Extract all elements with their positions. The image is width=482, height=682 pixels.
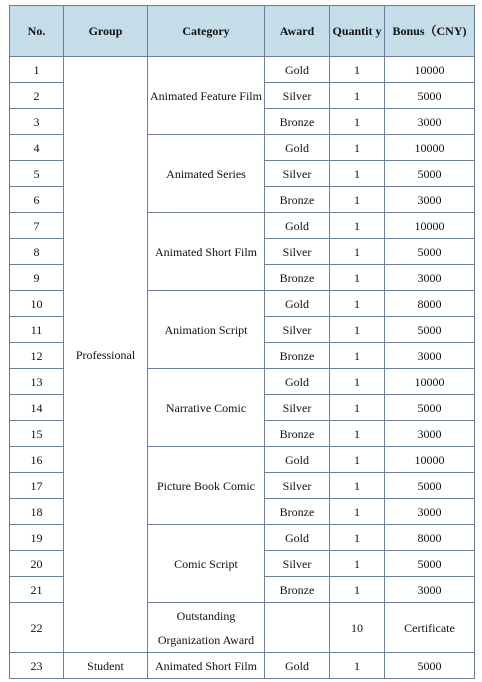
header-quantity-label: Quantit y	[332, 24, 382, 38]
cell-no: 10	[10, 291, 64, 317]
cell-award: Bronze	[265, 421, 330, 447]
cell-bonus: 8000	[385, 291, 475, 317]
cell-award: Silver	[265, 473, 330, 499]
cell-no: 16	[10, 447, 64, 473]
header-quantity	[330, 6, 385, 57]
cell-quantity: 1	[330, 653, 385, 679]
header-row	[10, 6, 475, 57]
table-row	[10, 653, 475, 679]
cell-bonus: 5000	[385, 473, 475, 499]
category-label: Animated Feature Film	[150, 88, 262, 103]
cell-quantity: 1	[330, 421, 385, 447]
cell-quantity: 1	[330, 135, 385, 161]
cell-quantity: 1	[330, 551, 385, 577]
cell-award: Gold	[265, 653, 330, 679]
cell-award: Gold	[265, 213, 330, 239]
cell-quantity: 1	[330, 265, 385, 291]
cell-bonus: 3000	[385, 421, 475, 447]
cell-award: Gold	[265, 369, 330, 395]
header-category: Category	[148, 6, 265, 57]
cell-category	[148, 57, 265, 135]
cell-award: Gold	[265, 57, 330, 83]
cell-quantity: 1	[330, 83, 385, 109]
cell-no: 21	[10, 577, 64, 603]
cell-award: Silver	[265, 239, 330, 265]
cell-quantity: 1	[330, 109, 385, 135]
cell-bonus: 10000	[385, 135, 475, 161]
cell-quantity: 1	[330, 239, 385, 265]
header-award: Award	[265, 6, 330, 57]
cell-bonus: 5000	[385, 317, 475, 343]
cell-bonus: 5000	[385, 395, 475, 421]
cell-bonus: 10000	[385, 447, 475, 473]
cell-award: Silver	[265, 161, 330, 187]
cell-quantity: 1	[330, 499, 385, 525]
cell-award: Bronze	[265, 499, 330, 525]
cell-award	[265, 603, 330, 653]
cell-bonus: 3000	[385, 187, 475, 213]
cell-bonus: 5000	[385, 653, 475, 679]
cell-no: 22	[10, 603, 64, 653]
cell-no: 17	[10, 473, 64, 499]
cell-award: Gold	[265, 291, 330, 317]
cell-award: Bronze	[265, 187, 330, 213]
cell-quantity: 1	[330, 291, 385, 317]
cell-category: Picture Book Comic	[148, 447, 265, 525]
cell-no: 1	[10, 57, 64, 83]
cell-category: Animation Script	[148, 291, 265, 369]
cell-no: 15	[10, 421, 64, 447]
cell-award: Bronze	[265, 343, 330, 369]
cell-no: 3	[10, 109, 64, 135]
cell-no: 5	[10, 161, 64, 187]
cell-category: Animated Short Film	[148, 653, 265, 679]
cell-no: 8	[10, 239, 64, 265]
cell-award: Silver	[265, 395, 330, 421]
cell-award: Bronze	[265, 577, 330, 603]
table-row	[10, 57, 475, 83]
cell-bonus: 3000	[385, 265, 475, 291]
cell-group-student: Student	[64, 653, 148, 679]
cell-bonus: Certificate	[385, 603, 475, 653]
cell-bonus: 3000	[385, 109, 475, 135]
cell-no: 12	[10, 343, 64, 369]
header-bonus: Bonus（CNY)	[385, 6, 475, 57]
cell-bonus: 10000	[385, 57, 475, 83]
cell-no: 20	[10, 551, 64, 577]
cell-award: Gold	[265, 447, 330, 473]
cell-quantity: 1	[330, 57, 385, 83]
cell-category: Narrative Comic	[148, 369, 265, 447]
cell-bonus: 3000	[385, 343, 475, 369]
cell-no: 2	[10, 83, 64, 109]
cell-quantity: 1	[330, 343, 385, 369]
cell-no: 23	[10, 653, 64, 679]
cell-quantity: 1	[330, 213, 385, 239]
cell-no: 9	[10, 265, 64, 291]
cell-no: 6	[10, 187, 64, 213]
cell-award: Gold	[265, 135, 330, 161]
cell-no: 18	[10, 499, 64, 525]
cell-award: Bronze	[265, 265, 330, 291]
cell-no: 14	[10, 395, 64, 421]
cell-quantity: 1	[330, 473, 385, 499]
cell-no: 11	[10, 317, 64, 343]
cell-quantity: 1	[330, 161, 385, 187]
header-no: No.	[10, 6, 64, 57]
cell-award: Bronze	[265, 109, 330, 135]
cell-no: 7	[10, 213, 64, 239]
cell-no: 13	[10, 369, 64, 395]
cell-bonus: 8000	[385, 525, 475, 551]
cell-bonus: 3000	[385, 499, 475, 525]
cell-award: Silver	[265, 83, 330, 109]
cell-quantity: 1	[330, 577, 385, 603]
cell-group-professional: Professional	[64, 57, 148, 653]
cell-award: Silver	[265, 317, 330, 343]
cell-quantity: 1	[330, 525, 385, 551]
cell-quantity: 1	[330, 447, 385, 473]
cell-category: Animated Series	[148, 135, 265, 213]
cell-bonus: 5000	[385, 239, 475, 265]
cell-category: Animated Short Film	[148, 213, 265, 291]
awards-table	[9, 5, 475, 679]
cell-no: 19	[10, 525, 64, 551]
cell-bonus: 5000	[385, 83, 475, 109]
cell-quantity: 1	[330, 395, 385, 421]
cell-bonus: 3000	[385, 577, 475, 603]
table-header	[10, 6, 475, 57]
cell-category: Comic Script	[148, 525, 265, 603]
cell-bonus: 10000	[385, 213, 475, 239]
category-label: Outstanding Organization Award	[157, 608, 255, 647]
cell-no: 4	[10, 135, 64, 161]
cell-quantity: 1	[330, 369, 385, 395]
cell-bonus: 5000	[385, 551, 475, 577]
cell-award: Silver	[265, 551, 330, 577]
header-group: Group	[64, 6, 148, 57]
cell-bonus: 10000	[385, 369, 475, 395]
cell-quantity: 10	[330, 603, 385, 653]
table-body	[10, 57, 475, 679]
cell-bonus: 5000	[385, 161, 475, 187]
cell-award: Gold	[265, 525, 330, 551]
cell-quantity: 1	[330, 317, 385, 343]
cell-category	[148, 603, 265, 653]
cell-quantity: 1	[330, 187, 385, 213]
